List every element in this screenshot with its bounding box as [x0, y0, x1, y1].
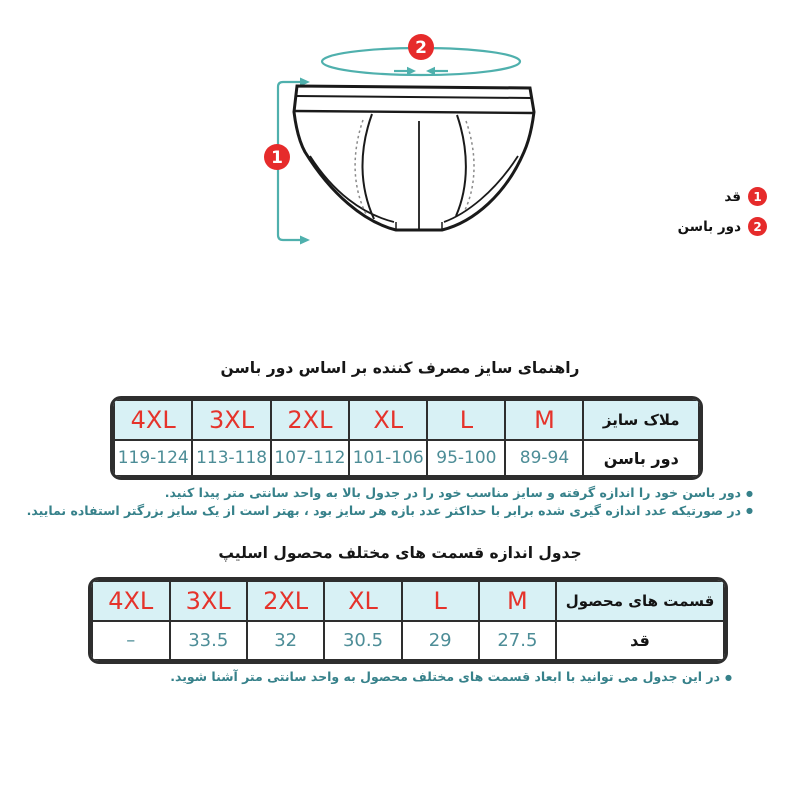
size-col-xl: XL: [349, 400, 427, 440]
bullet-icon: ●: [725, 672, 732, 682]
size-col-l: L: [402, 581, 479, 621]
length-row-label: قد: [556, 621, 724, 660]
size-criterion-header: ملاک سایز: [583, 400, 699, 440]
legend-2-badge-icon: 2: [748, 217, 767, 236]
hip-value-m: 89-94: [505, 440, 583, 476]
measurement-legend: [678, 187, 767, 247]
measure-2-badge: [408, 34, 434, 60]
note-text: در این جدول می توانید با ابعاد قسمت های مختلف محصول به واحد سانتی متر آشنا شوید.: [170, 669, 721, 684]
hip-value-xl: 101-106: [349, 440, 427, 476]
size-col-4xl: 4XL: [92, 581, 170, 621]
note-text: در صورتیکه عدد اندازه گیری شده برابر با حداکثر عدد بازه هر سایز بود ، بهتر است از یک سایز بزرگتر استفاده نمایید.: [26, 502, 742, 518]
product-parts-notes: [32, 668, 732, 686]
size-col-3xl: 3XL: [192, 400, 270, 440]
hip-guide-title: راهنمای سایز مصرف کننده بر اساس دور باسن: [220, 359, 580, 377]
size-col-3xl: 3XL: [170, 581, 247, 621]
length-value-l: 29: [402, 621, 479, 660]
legend-length-label: قد: [724, 188, 741, 205]
size-col-m: M: [505, 400, 583, 440]
note-line: [32, 668, 732, 686]
svg-text:1: 1: [271, 148, 283, 168]
size-col-4xl: 4XL: [114, 400, 192, 440]
measure-1-badge: [264, 144, 290, 170]
hip-row-label: دور باسن: [583, 440, 699, 476]
length-value-4xl: –: [92, 621, 170, 660]
parts-table-header-row: [92, 581, 724, 621]
hip-value-3xl: 113-118: [192, 440, 270, 476]
parts-table-data-row: [92, 621, 724, 660]
product-parts-table: [88, 577, 728, 664]
legend-row-hip: [678, 217, 767, 236]
size-col-m: M: [479, 581, 556, 621]
hip-value-4xl: 119-124: [114, 440, 192, 476]
length-value-3xl: 33.5: [170, 621, 247, 660]
hip-value-l: 95-100: [427, 440, 505, 476]
length-value-2xl: 32: [247, 621, 324, 660]
hip-size-table: [110, 396, 703, 480]
size-col-2xl: 2XL: [247, 581, 324, 621]
legend-hip-label: دور باسن: [677, 218, 741, 235]
size-col-xl: XL: [324, 581, 401, 621]
legend-1-badge-icon: 1: [748, 187, 767, 206]
length-value-m: 27.5: [479, 621, 556, 660]
bullet-icon: ●: [746, 506, 753, 515]
briefs-illustration: [294, 86, 534, 230]
legend-row-length: [678, 187, 767, 206]
size-col-l: L: [427, 400, 505, 440]
hip-value-2xl: 107-112: [271, 440, 349, 476]
hip-table-data-row: [114, 440, 699, 476]
svg-text:2: 2: [415, 38, 427, 58]
parts-criterion-header: قسمت های محصول: [556, 581, 724, 621]
hip-guide-notes: [23, 484, 753, 519]
size-col-2xl: 2XL: [271, 400, 349, 440]
hip-table-header-row: [114, 400, 699, 440]
product-parts-title: جدول اندازه قسمت های مختلف محصول اسلیپ: [218, 544, 582, 562]
bullet-icon: ●: [746, 488, 753, 498]
note-line: [23, 502, 753, 520]
briefs-measurement-diagram: [230, 25, 590, 255]
note-text: دور باسن خود را اندازه گرفته و سایز مناسب خود را در جدول بالا به واحد سانتی متر پیدا کنید.: [164, 485, 742, 500]
note-line: [23, 484, 753, 502]
arrowhead-bottom-icon: [300, 236, 310, 245]
length-value-xl: 30.5: [324, 621, 401, 660]
